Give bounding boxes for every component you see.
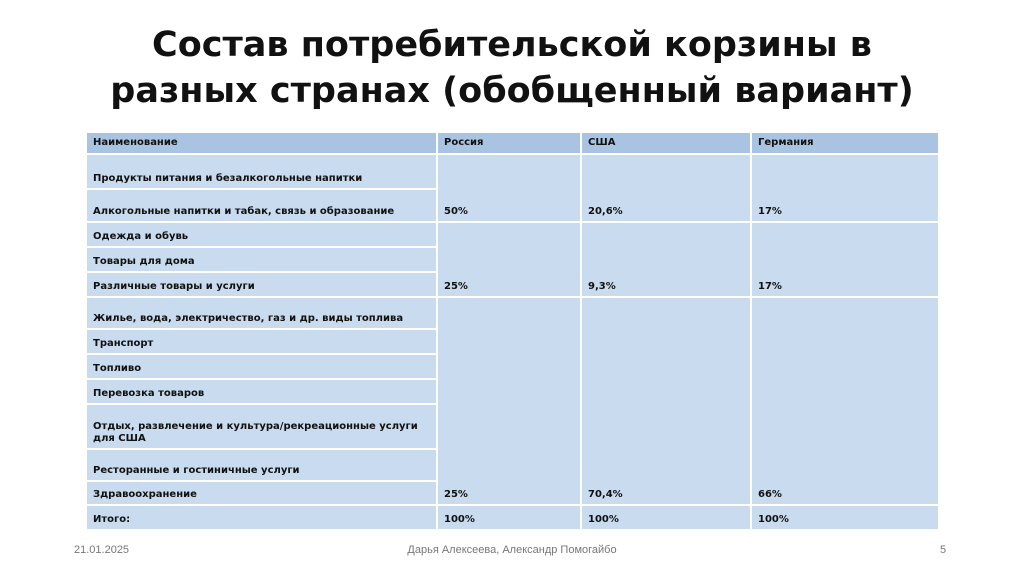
usa-cell: 70,4% — [581, 297, 751, 505]
header-cell-name: Наименование — [86, 132, 437, 154]
header-cell-usa: США — [581, 132, 751, 154]
russia-cell: 25% — [437, 222, 581, 297]
table-row-total — [86, 505, 939, 530]
header-cell-russia: Россия — [437, 132, 581, 154]
footer-date: 21.01.2025 — [74, 544, 130, 556]
table-row — [86, 297, 939, 329]
table-row — [86, 154, 939, 189]
item-cell: Различные товары и услуги — [86, 272, 437, 297]
usa-cell: 9,3% — [581, 222, 751, 297]
russia-total-cell: 100% — [437, 505, 581, 530]
page-number: 5 — [940, 544, 947, 556]
slide-title — [0, 22, 1024, 114]
table-header-row — [86, 132, 939, 154]
usa-cell: 20,6% — [581, 154, 751, 222]
header-cell-germany: Германия — [751, 132, 939, 154]
germany-cell: 17% — [751, 222, 939, 297]
item-cell: Одежда и обувь — [86, 222, 437, 247]
germany-cell: 17% — [751, 154, 939, 222]
slide-title-line-1: Состав потребительской корзины в — [152, 25, 872, 65]
footer-author: Дарья Алексеева, Александр Помогайбо — [407, 544, 617, 556]
item-cell: Жилье, вода, электричество, газ и др. виды топлива — [86, 297, 437, 329]
item-cell: Перевозка товаров — [86, 379, 437, 404]
item-cell: Топливо — [86, 354, 437, 379]
russia-cell: 50% — [437, 154, 581, 222]
germany-cell: 66% — [751, 297, 939, 505]
item-cell: Здравоохранение — [86, 481, 437, 505]
item-cell: Отдых, развлечение и культура/рекреационные услуги для США — [86, 404, 437, 449]
table-row — [86, 222, 939, 247]
item-cell: Товары для дома — [86, 247, 437, 272]
item-cell: Транспорт — [86, 329, 437, 354]
item-cell: Продукты питания и безалкогольные напитки — [86, 154, 437, 189]
item-cell: Алкогольные напитки и табак, связь и образование — [86, 189, 437, 222]
germany-total-cell: 100% — [751, 505, 939, 530]
slide-title-line-2: разных странах (обобщенный вариант) — [110, 71, 914, 111]
consumer-basket-table — [85, 131, 940, 531]
russia-cell: 25% — [437, 297, 581, 505]
item-cell: Ресторанные и гостиничные услуги — [86, 449, 437, 481]
usa-total-cell: 100% — [581, 505, 751, 530]
item-cell: Итого: — [86, 505, 437, 530]
